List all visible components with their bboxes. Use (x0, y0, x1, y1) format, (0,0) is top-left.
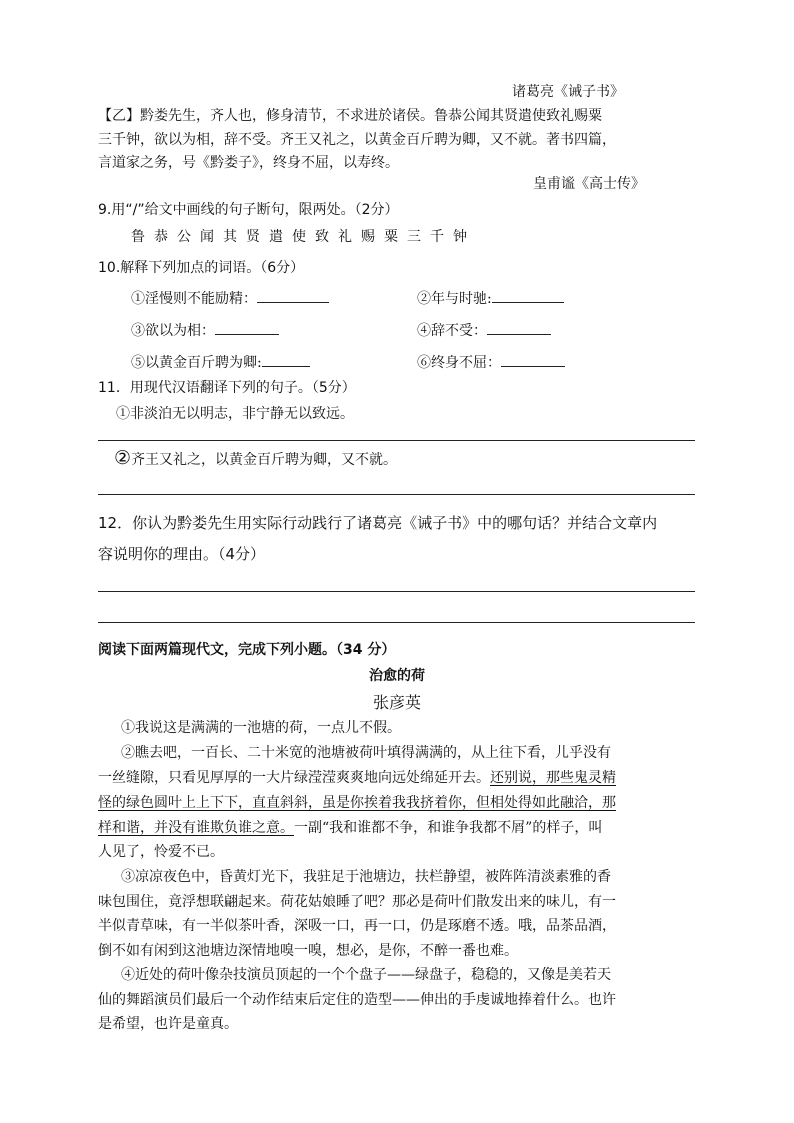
q9-sentence: 鲁恭公闻其贤遣使致礼赐粟三千钟 (131, 229, 476, 245)
q10-item-3-label: ③欲以为相： (131, 323, 215, 339)
q12-line-1: 12．你认为黔娄先生用实际行动践行了诸葛亮《诫子书》中的哪句话？并结合文章内 (98, 514, 658, 532)
essay-p2-underlined-end: 样和谐，并没有谁欺负谁之意。 (98, 820, 294, 836)
essay-p4-line-1: ④近处的荷叶像杂技演员顶起的一个个盘子——绿盘子，稳稳的，又像是美若天 (121, 967, 611, 983)
q10-answer-blank-4[interactable] (487, 322, 551, 335)
q10-item-5-label: ⑤以黄金百斤聘为卿: (131, 355, 262, 371)
q10-item-3 (131, 320, 279, 340)
passage-b-line-2: 三千钟，欲以为相，辞不受。齐王又礼之，以黄金百斤聘为卿，又不就。著书四篇， (98, 132, 616, 148)
essay-author: 张彦英 (372, 693, 421, 712)
essay-p3-line-3: 半似青草味，有一半似茶叶香，深吸一口，再一口，仍是琢磨不透。哦，品茶品酒， (98, 918, 616, 934)
q10-item-1-label: ①淫慢则不能励精： (131, 291, 257, 307)
essay-p2-line-4b: 一副“我和谁都不争，和谁争我都不屑”的样子，叫 (294, 820, 603, 836)
q10-item-2-label: ②年与时驰: (417, 291, 492, 307)
q10-answer-blank-6[interactable] (501, 354, 565, 367)
essay-p2-line-1: ②瞧去吧，一百长、二十米宽的池塘被荷叶填得满满的，从上往下看，儿乎没有 (121, 745, 611, 761)
q11-answer-line-1[interactable] (98, 440, 695, 441)
q12-answer-line-1[interactable] (98, 591, 695, 592)
passage-b-line-3: 言道家之务，号《黔娄子》，终身不屈，以寿终。 (98, 155, 399, 171)
q11-sentence-1: ①非淡泊无以明志，非宁静无以致远。 (116, 406, 354, 422)
essay-p3-line-4: 倒不如有闲到这池塘边深情地嗅一嗅，想必，是你，不醉一番也难。 (98, 943, 518, 959)
essay-p4-line-3: 是希望，也许是童真。 (98, 1016, 238, 1032)
q11-sentence-2-text: 齐王又礼之，以黄金百斤聘为卿，又不就。 (131, 452, 398, 468)
essay-p3-line-2: 味包围住，竟浮想联翩起来。荷花姑娘睡了吧？那必是荷叶们散发出来的味儿，有一 (98, 894, 616, 910)
q9-title: 9.用“/”给文中画线的句子断句，限两处。（2分） (98, 202, 399, 218)
q10-answer-blank-3[interactable] (215, 322, 279, 335)
q11-sentence-2 (114, 447, 397, 469)
q11-answer-line-2[interactable] (98, 494, 695, 495)
essay-p2-line-2a: 一丝缝隙，只看见厚厚的一大片绿滢滢爽爽地向远处绵延开去。 (98, 770, 490, 786)
q10-title: 10.解释下列加点的词语。（6分） (98, 260, 305, 276)
q10-item-5 (131, 352, 310, 372)
essay-p2-line-2 (98, 767, 616, 787)
essay-p2-underlined-start: 还别说，那些鬼灵精 (490, 770, 616, 786)
q10-answer-blank-1[interactable] (257, 290, 329, 303)
essay-title: 治愈的荷 (369, 668, 425, 684)
q12-answer-line-2[interactable] (98, 622, 695, 623)
passage-b-line-1: 【乙】黔娄先生，齐人也，修身清节，不求进於诸侯。鲁恭公闻其贤遣使致礼赐粟 (98, 108, 602, 124)
essay-p2-line-5: 人见了，怜爱不已。 (98, 844, 224, 860)
source-b: 皇甫谧《高士传》 (533, 176, 645, 192)
essay-p4-line-2: 仙的舞蹈演员们最后一个动作结束后定住的造型——伸出的手虔诚地捧着什么。也许 (98, 992, 616, 1008)
q10-item-4 (417, 320, 551, 340)
q11-title: 11．用现代汉语翻译下列的句子。（5分） (98, 380, 356, 396)
q11-sentence-2-number: ② (114, 447, 132, 469)
essay-p3-line-1: ③凉凉夜色中，昏黄灯光下，我驻足于池塘边，扶栏静望，被阵阵清淡素雅的香 (121, 869, 611, 885)
essay-p2-line-3: 怪的绿色圆叶上上下下，直直斜斜，虽是你挨着我我挤着你，但相处得如此融洽，那 (98, 795, 616, 811)
essay-p1: ①我说这是满满的一池塘的荷，一点儿不假。 (121, 720, 401, 736)
source-a: 诸葛亮《诫子书》 (512, 84, 624, 100)
q10-item-4-label: ④辞不受： (417, 323, 487, 339)
essay-p2-line-4 (98, 817, 602, 837)
q10-item-1 (131, 288, 329, 308)
q12-line-2: 容说明你的理由。（4分） (98, 545, 266, 563)
section-heading: 阅读下面两篇现代文，完成下列小题。（34 分） (98, 642, 396, 658)
q10-item-6 (417, 352, 565, 372)
q10-answer-blank-2[interactable] (492, 290, 564, 303)
q10-item-6-label: ⑥终身不屈： (417, 355, 501, 371)
q10-answer-blank-5[interactable] (262, 354, 310, 367)
q10-item-2 (417, 288, 564, 308)
